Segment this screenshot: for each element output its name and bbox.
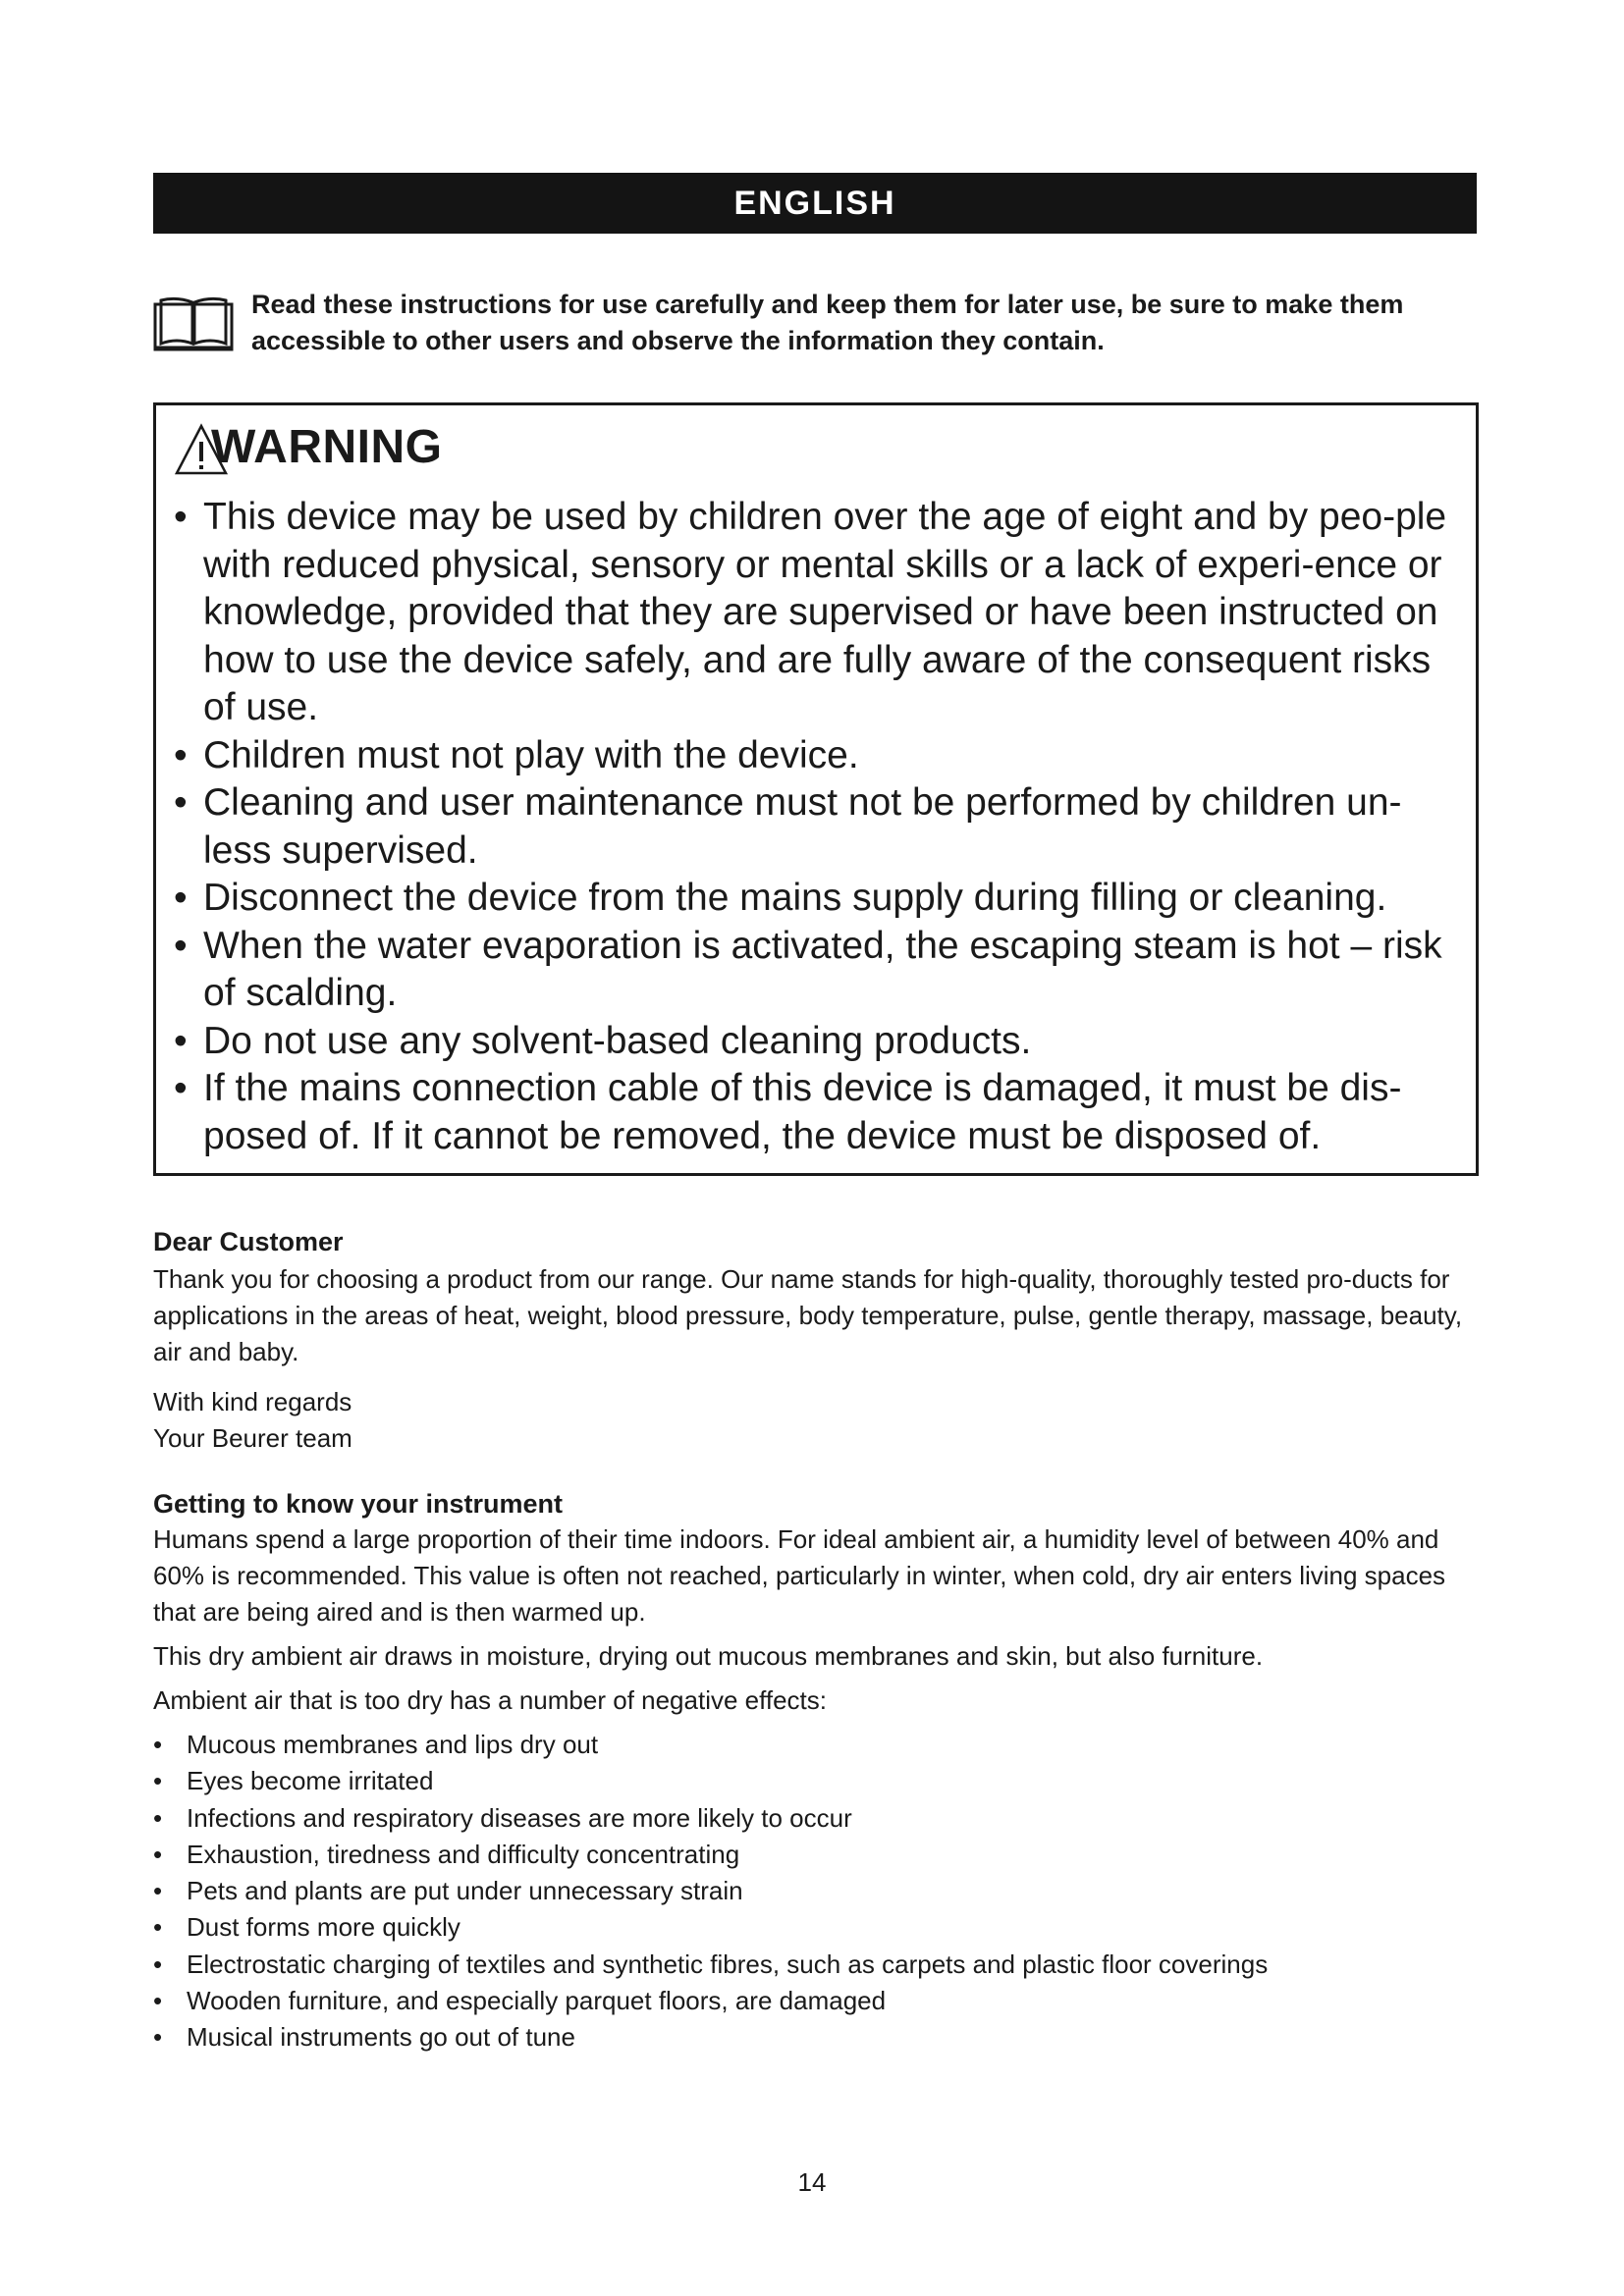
humidity-paragraph: Humans spend a large proportion of their time indoors. For ideal ambient air, a humidity level of between 40% and 60% is recommended. This value is often not reached, particularly in winter, when cold, dry air enters living spaces that are being aired and is then warmed up. [153, 1524, 1446, 1627]
warning-item: • Disconnect the device from the mains supply during filling or cleaning. [174, 875, 1460, 923]
list-item: • Exhaustion, tiredness and difficulty concentrating [153, 1837, 1477, 1873]
intro-text: Read these instructions for use carefully and keep them for later use, be sure to make them accessible to other users and observe the information they contain. [251, 290, 1404, 355]
page-number: 14 [797, 2167, 827, 2197]
list-item: • Mucous membranes and lips dry out [153, 1727, 1477, 1763]
dear-customer-heading: Dear Customer [153, 1227, 344, 1256]
list-item: • Infections and respiratory diseases are more likely to occur [153, 1800, 1477, 1837]
list-item: • Wooden furniture, and especially parquet floors, are damaged [153, 1983, 1477, 2019]
intro-notice [153, 287, 1477, 365]
list-item: • Electrostatic charging of textiles and synthetic fibres, such as carpets and plastic floor coverings [153, 1947, 1477, 1983]
dear-customer-section [153, 1224, 1477, 1370]
list-item: • Pets and plants are put under unnecessary strain [153, 1873, 1477, 1909]
list-item: • Musical instruments go out of tune [153, 2019, 1477, 2056]
list-item: • Dust forms more quickly [153, 1909, 1477, 1946]
negative-effects-intro: Ambient air that is too dry has a number of negative effects: [153, 1685, 828, 1715]
warning-item: • This device may be used by children over the age of eight and by peo-ple with reduced physical, sensory or mental skills or a lack of experi-ence or knowledge, provided that they are supervised or have been instructed on how to use the device safely, and are fully aware of the consequent risks of use. [174, 494, 1460, 732]
warning-item: • Do not use any solvent-based cleaning products. [174, 1018, 1460, 1066]
regards-section [153, 1384, 1477, 1457]
warning-heading [174, 415, 442, 478]
warning-item: • When the water evaporation is activated, the escaping steam is hot – risk of scalding. [174, 923, 1460, 1018]
team-signature-line: Your Beurer team [153, 1423, 352, 1453]
warning-box [153, 402, 1479, 1176]
warning-item: • Cleaning and user maintenance must not be performed by children un-less supervised. [174, 779, 1460, 875]
warning-list [174, 494, 1460, 1160]
dry-air-paragraph: This dry ambient air draws in moisture, drying out mucous membranes and skin, but also furniture. [153, 1641, 1264, 1671]
list-item: • Eyes become irritated [153, 1763, 1477, 1799]
getting-to-know-heading: Getting to know your instrument [153, 1489, 563, 1519]
dear-customer-paragraph: Thank you for choosing a product from our range. Our name stands for high-quality, thoroughly tested pro-ducts for applications in the areas of heat, weight, blood pressure, body temperature, pulse, gentle therapy, massage, beauty, air and baby. [153, 1264, 1463, 1366]
regards-line: With kind regards [153, 1387, 352, 1416]
language-title: ENGLISH [733, 184, 896, 222]
getting-to-know-section [153, 1486, 1477, 2056]
language-header-bar [153, 173, 1477, 234]
warning-title: WARNING [211, 420, 443, 473]
book-icon [153, 296, 234, 351]
warning-item: • If the mains connection cable of this device is damaged, it must be dis-posed of. If it cannot be removed, the device must be disposed of. [174, 1065, 1460, 1160]
warning-item: • Children must not play with the device. [174, 732, 1460, 780]
negative-effects-list [153, 1727, 1477, 2056]
